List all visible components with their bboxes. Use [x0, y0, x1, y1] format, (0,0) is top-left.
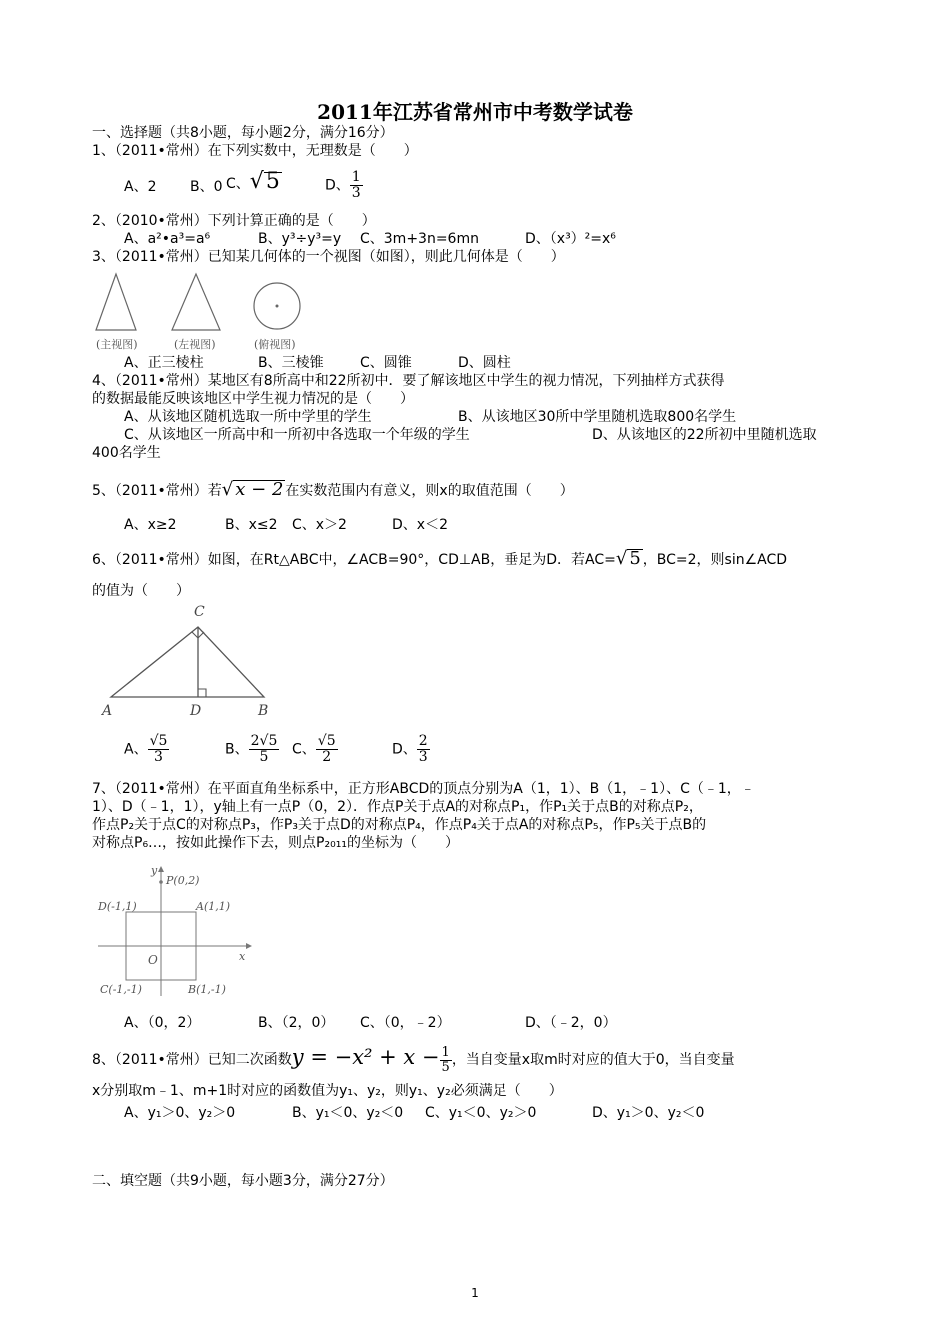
q3-option-c: C、圆锥: [360, 355, 412, 371]
q4-option-d-continued: 400名学生: [92, 445, 161, 461]
q4-stem-line2: 的数据最能反映该地区中学生视力情况的是（ ）: [92, 391, 414, 407]
right-angle-d-mark: [198, 689, 206, 697]
label-d: D: [190, 703, 202, 719]
q2-option-b: B、y³÷y³=y: [258, 231, 342, 247]
q8-option-d: D、y₁＞0、y₂＜0: [592, 1105, 705, 1121]
q1-option-a: A、2: [124, 179, 157, 195]
x-axis-arrow: [246, 943, 252, 949]
label-p: P(0,2): [166, 874, 200, 887]
q7-option-b: B、（2，0）: [258, 1015, 335, 1031]
q8-stem-line2: x分别取m﹣1、m+1时对应的函数值为y₁、y₂，则y₁、y₂必须满足（ ）: [92, 1083, 563, 1099]
front-view-label: (主视图): [96, 338, 138, 351]
q3-option-d: D、圆柱: [458, 355, 511, 371]
q1-option-d: D、 $\frac{1}{3}$: [325, 169, 361, 201]
q7-stem-line3: 作点P₂关于点C的对称点P₃，作P₃关于点D的对称点P₄，作点P₄关于点A的对称点P₅，作P₅关于点B的: [92, 817, 707, 833]
q8-formula: y = −x² + x −: [291, 1045, 440, 1069]
q6-option-a: A、 $\frac{√5}{3}$: [124, 733, 168, 765]
label-b: B: [258, 703, 269, 719]
top-view-label: (俯视图): [254, 338, 296, 351]
page-title: 2011年江苏省常州市中考数学试卷: [317, 100, 633, 124]
q7-stem-line1: 7、（2011•常州）在平面直角坐标系中，正方形ABCD的顶点分别为A（1，1）、B（1，﹣1）、C（﹣1，﹣: [92, 781, 755, 797]
q3-three-views-figure: [92, 268, 307, 354]
q1-stem: 1、（2011•常州）在下列实数中，无理数是（ ）: [92, 143, 418, 159]
side-view-label: (左视图): [174, 338, 216, 351]
side-view-triangle: [172, 274, 220, 330]
q5-option-b: B、x≤2: [225, 517, 278, 533]
q7-option-c: C、（0，﹣2）: [360, 1015, 451, 1031]
q1-option-b: B、0: [190, 179, 223, 195]
q7-stem-line4: 对称点P₆…，按如此操作下去，则点P₂₀₁₁的坐标为（ ）: [92, 835, 459, 851]
q6-stem-line2: 的值为（ ）: [92, 583, 190, 599]
q4-option-d: D、从该地区的22所初中里随机选取: [592, 427, 817, 443]
label-d: D(-1,1): [98, 900, 137, 913]
q6-option-c: C、 $\frac{√5}{2}$: [292, 733, 336, 765]
q5-stem: 5、（2011•常州）若√ x − 2 在实数范围内有意义，则x的取值范围（ ）: [92, 479, 574, 500]
q8-option-c: C、y₁＜0、y₂＞0: [425, 1105, 537, 1121]
q7-coordinate-figure: [96, 862, 256, 1002]
q7-stem-line2: 1）、D（﹣1，1），y轴上有一点P（0，2）．作点P关于点A的对称点P₁，作P₁关于点B的对称点P₂，: [92, 799, 703, 815]
y-axis-label: y: [151, 864, 158, 877]
q2-option-d: D、（x³）²=x⁶: [525, 231, 616, 247]
q4-option-b: B、从该地区30所中学里随机选取800名学生: [458, 409, 737, 425]
q8-option-a: A、y₁＞0、y₂＞0: [124, 1105, 236, 1121]
q3-option-b: B、三棱锥: [258, 355, 324, 371]
label-b: B(1,-1): [188, 983, 226, 996]
q6-option-b: B、 $\frac{2√5}{5}$: [225, 733, 278, 765]
q7-option-d: D、（﹣2，0）: [525, 1015, 617, 1031]
q2-option-c: C、3m+3n=6mn: [360, 231, 479, 247]
q4-option-a: A、从该地区随机选取一所中学里的学生: [124, 409, 372, 425]
label-origin: O: [148, 953, 158, 967]
page-number: 1: [471, 1286, 479, 1300]
q2-stem: 2、（2010•常州）下列计算正确的是（ ）: [92, 213, 376, 229]
triangle-abc: [111, 627, 264, 697]
q5-option-d: D、x＜2: [392, 517, 448, 533]
section-heading-1: 一、选择题（共8小题，每小题2分，满分16分）: [92, 125, 394, 141]
q8-stem: 8、（2011•常州）已知二次函数y = −x² + x − $\frac{1}{5}$ ，当自变量x取m时对应的值大于0，当自变量: [92, 1044, 735, 1075]
label-c: C: [194, 604, 205, 620]
q7-option-a: A、（0，2）: [124, 1015, 201, 1031]
q2-option-a: A、a²•a³=a⁶: [124, 231, 211, 247]
q5-option-c: C、x＞2: [292, 517, 347, 533]
q1-option-c: C、√5: [226, 169, 280, 194]
label-a: A(1,1): [196, 900, 231, 913]
q6-option-d: D、 $\frac{2}{3}$: [392, 733, 428, 765]
q6-stem: 6、（2011•常州）如图，在Rt△ABC中，∠ACB=90°，CD⊥AB，垂足为D．若AC=√ 5 ，BC=2，则sin∠ACD: [92, 548, 788, 569]
q4-stem-line1: 4、（2011•常州）某地区有8所高中和22所初中．要了解该地区中学生的视力情况，下列抽样方式获得: [92, 373, 725, 389]
front-view-triangle: [96, 274, 136, 330]
label-c: C(-1,-1): [100, 983, 142, 996]
y-axis-arrow: [158, 866, 164, 872]
q6-triangle-figure: [98, 602, 278, 720]
q5-option-a: A、x≥2: [124, 517, 177, 533]
label-a: A: [102, 703, 113, 719]
top-view-center-dot: [276, 305, 279, 308]
x-axis-label: x: [239, 950, 246, 963]
q8-option-b: B、y₁＜0、y₂＜0: [292, 1105, 404, 1121]
q3-option-a: A、正三棱柱: [124, 355, 204, 371]
q3-stem: 3、（2011•常州）已知某几何体的一个视图（如图），则此几何体是（ ）: [92, 249, 565, 265]
point-p: [159, 880, 163, 884]
section-heading-2: 二、填空题（共9小题，每小题3分，满分27分）: [92, 1173, 394, 1189]
q4-option-c: C、从该地区一所高中和一所初中各选取一个年级的学生: [124, 427, 470, 443]
